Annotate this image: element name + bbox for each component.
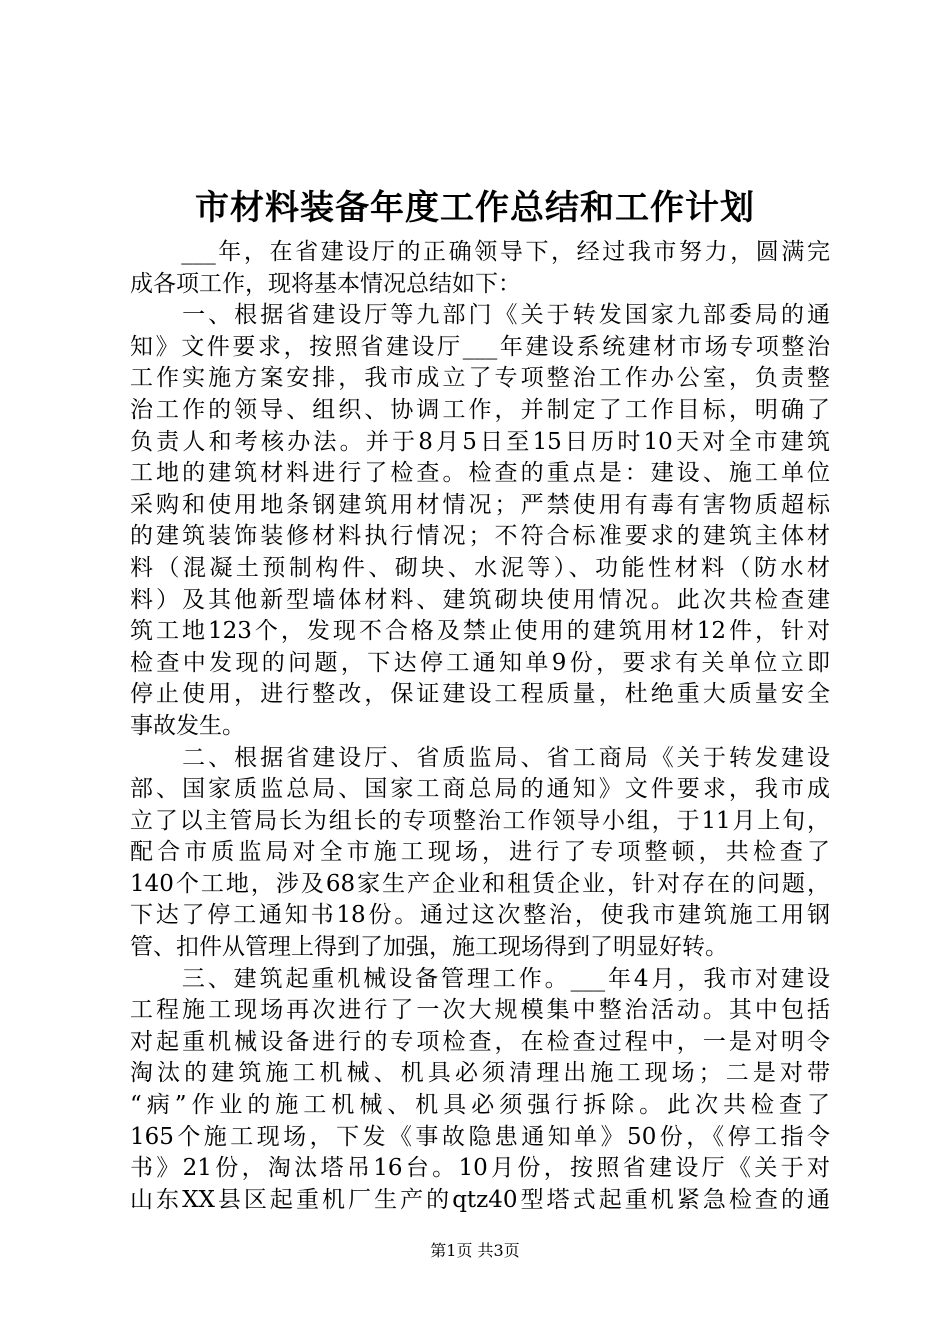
body-text-line: 工程施工现场再次进行了一次大规模集中整治活动。其中包括: [130, 997, 830, 1024]
body-text-line: 配合市质监局对全市施工现场，进行了专项整顿，共检查了: [130, 839, 830, 866]
body-text-line: 知》文件要求，按照省建设厅___年建设系统建材市场专项整治: [130, 333, 830, 360]
body-text-line: 料（混凝土预制构件、砌块、水泥等）、功能性材料（防水材: [130, 554, 830, 581]
body-text-line: “病”作业的施工机械、机具必须强行拆除。此次共检查了: [130, 1092, 830, 1119]
body-text-line: 事故发生。: [130, 712, 245, 739]
body-text-line: 采购和使用地条钢建筑用材情况；严禁使用有毒有害物质超标: [130, 491, 830, 518]
body-text-line: 成各项工作，现将基本情况总结如下：: [130, 270, 521, 297]
document-body: [130, 237, 830, 1216]
body-text-line: 的建筑装饰装修材料执行情况；不符合标准要求的建筑主体材: [130, 523, 830, 550]
body-text-line: 山东XX县区起重机厂生产的qtz40型塔式起重机紧急检查的通: [130, 1186, 830, 1213]
document-title: 市材料装备年度工作总结和工作计划: [195, 188, 755, 228]
body-text-line: 筑工地123个，发现不合格及禁止使用的建筑用材12件，针对: [130, 618, 830, 645]
body-text-line: 140个工地，涉及68家生产企业和租赁企业，针对存在的问题，: [130, 870, 830, 897]
body-text-line: 工地的建筑材料进行了检查。检查的重点是：建设、施工单位: [130, 460, 830, 487]
body-text-line: 淘汰的建筑施工机械、机具必须清理出施工现场；二是对带: [130, 1060, 830, 1087]
body-text-line: 二、根据省建设厅、省质监局、省工商局《关于转发建设: [130, 744, 830, 771]
page-footer: 第1页 共3页: [430, 1241, 520, 1260]
body-text-line: 负责人和考核办法。并于8月5日至15日历时10天对全市建筑: [130, 428, 830, 455]
body-text-line: 一、根据省建设厅等九部门《关于转发国家九部委局的通: [130, 302, 830, 329]
body-text-line: ___年，在省建设厅的正确领导下，经过我市努力，圆满完: [130, 239, 830, 265]
body-text-line: 对起重机械设备进行的专项检查，在检查过程中，一是对明令: [130, 1028, 830, 1055]
body-text-line: 部、国家质监总局、国家工商总局的通知》文件要求，我市成: [130, 776, 830, 803]
body-text-line: 立了以主管局长为组长的专项整治工作领导小组，于11月上旬，: [130, 807, 830, 834]
body-text-line: 165个施工现场，下发《事故隐患通知单》50份，《停工指令: [130, 1123, 830, 1150]
body-text-line: 工作实施方案安排，我市成立了专项整治工作办公室，负责整: [130, 365, 830, 392]
body-text-line: 治工作的领导、组织、协调工作，并制定了工作目标，明确了: [130, 396, 830, 423]
body-text-line: 料）及其他新型墙体材料、建筑砌块使用情况。此次共检查建: [130, 586, 830, 613]
body-text-line: 下达了停工通知书18份。通过这次整治，使我市建筑施工用钢: [130, 902, 830, 929]
body-text-line: 停止使用，进行整改，保证建设工程质量，杜绝重大质量安全: [130, 681, 830, 708]
body-text-line: 管、扣件从管理上得到了加强，施工现场得到了明显好转。: [130, 934, 728, 961]
body-text-line: 书》21份，淘汰塔吊16台。10月份，按照省建设厅《关于对: [130, 1155, 830, 1182]
body-text-line: 检查中发现的问题，下达停工通知单9份，要求有关单位立即: [130, 649, 830, 676]
body-text-line: 三、建筑起重机械设备管理工作。___年4月，我市对建设: [130, 965, 830, 992]
